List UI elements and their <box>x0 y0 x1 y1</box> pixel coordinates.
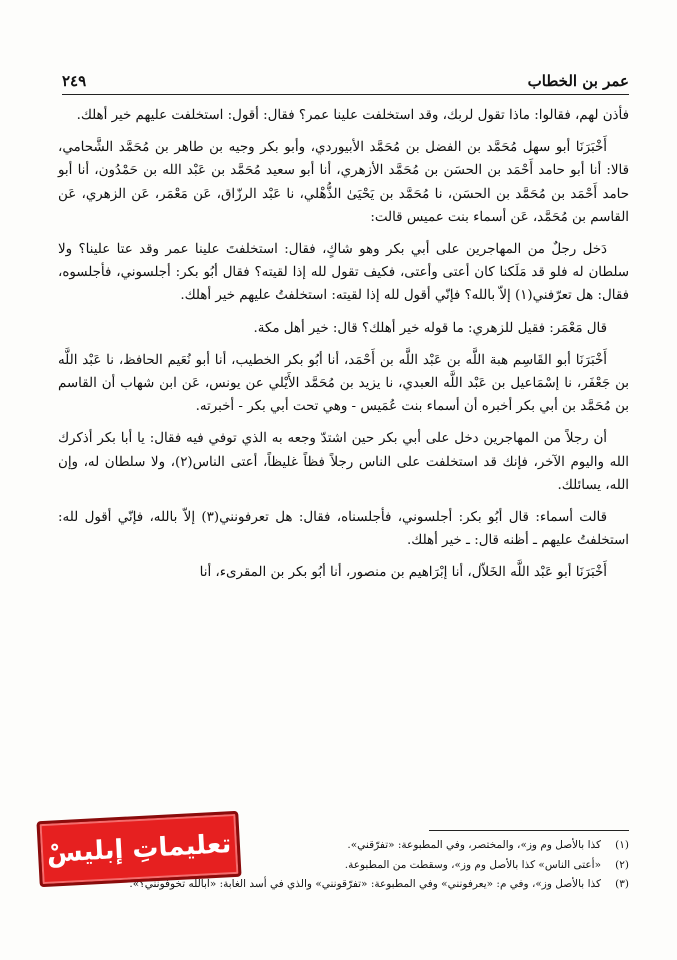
footnote-separator <box>429 830 629 831</box>
paragraph: أَخْبَرَنَا أبو القَاسِم هبة اللَّه بن عَبْد اللَّه بن أَحْمَد، أنا أبُو بكر الخطيب، أنا أبو نُعَيم الحافظ، نا عَبْد اللَّه بن جَعْفَر، نا إسْمَاعيل بن عَبْد اللَّه العبدي، نا يزيد بن مُحَمَّد الأَيْلي عن يونس، عَن ابن شهاب أن القاسم بن مُحَمَّد بن أبي بكر أخبره أن أسماء بنت عُمَيس - وهي تحت أبي بكر - أخبرته. <box>58 352 629 415</box>
footnote-text: «أعتى الناس» كذا بالأصل وم وز»، وسقطت من المطبوعة. <box>344 858 601 871</box>
watermark-stamp <box>36 811 241 887</box>
footnote-number: (١) <box>615 839 629 851</box>
paragraph: دَخل رجلٌ من المهاجرين على أبي بكر وهو شاكٍ، فقال: استخلفتَ علينا عمر وقد عتا علينا؟ ولا سلطان له فلو قد مَلَكنا كان أعتى وأعتى، فكيف تقول لله إذا لقيته؟ فقال أبُو بكر: أجلسوني، فأجلسوه، فقال: هل تعرّفني(١) إلاّ بالله؟ فإنّي أقول لله إذا لقيته: استخلفتُ عليهم خير أهلك. <box>58 242 629 304</box>
page-body <box>58 104 629 594</box>
paragraph: قالت أسماء: قال أبُو بكر: أجلسوني، فأجلسناه، فقال: هل تعرفونني(٣) إلاّ بالله، فإنّي أقول لله: استخلفتُ عليهم ـ أظنه قال: ـ خير أهلك. <box>58 510 629 549</box>
running-title: عمر بن الخطاب <box>527 72 629 90</box>
footnote-number: (٣) <box>615 878 629 890</box>
paragraph: أَخْبَرَنَا أبو عَبْد اللَّه الخَلاّل، أنا إبْرَاهيم بن منصور، أنا أبُو بكر بن المقرىء، أنا <box>199 565 607 581</box>
page-header <box>62 62 629 95</box>
paragraph: أَخْبَرَنَا أبو سهل مُحَمَّد بن الفضل بن مُحَمَّد الأبيوردي، وأبو بكر وجيه بن طاهر بن مُحَمَّد الشَّحامي، قالا: أنا أبو حامد أَحْمَد بن الحسَن بن مُحَمَّد الأزهري، أنا أبو سعيد مُحَمَّد بن عَبْد الله بن حَمْدُون، أنا أبو حامد أَحْمَد بن مُحَمَّد بن الحسَن، نا مُحَمَّد بن يَحْيَىٰ الذُّهْلي، نا عَبْد الرزّاق، عَن مَعْمَر، عَن الزهري، عَن القاسم بن مُحَمَّد، عَن أسماء بنت عميس قالت: <box>58 140 629 225</box>
footnote-number: (٢) <box>615 858 629 871</box>
paragraph: أن رجلاً من المهاجرين دخل على أبي بكر حين اشتدّ وجعه به الذي توفي فيه فقال: يا أبا بكر أذكرك الله واليوم الآخر، فإنك قد استخلفت على الناس رجلاً فظاً غليظاً، أعتى الناس(٢)، ولا سلطان له، وإن الله، يسائلك. <box>58 431 630 493</box>
footnote-text: كذا بالأصل وز»، وفي م: «يعرفونني» وفي المطبوعة: «تفرّقونني» والذي في أسد الغابة: «أبالله تخوفونني؟». <box>129 878 601 890</box>
paragraph: فأذن لهم، فقالوا: ماذا تقول لربك، وقد استخلفت علينا عمر؟ فقال: أقول: استخلفت عليهم خير أهلك. <box>76 108 629 123</box>
page-number: ٢٤٩ <box>62 72 87 90</box>
footnote-text: كذا بالأصل وم وز»، والمختصر، وفي المطبوعة: «تفرّقني». <box>347 839 601 851</box>
watermark-text: تعليماتِ إبليسْ <box>45 829 233 869</box>
paragraph: قال مَعْمَر: فقيل للزهري: ما قوله خير أهلك؟ قال: خير أهل مكة. <box>253 320 607 336</box>
